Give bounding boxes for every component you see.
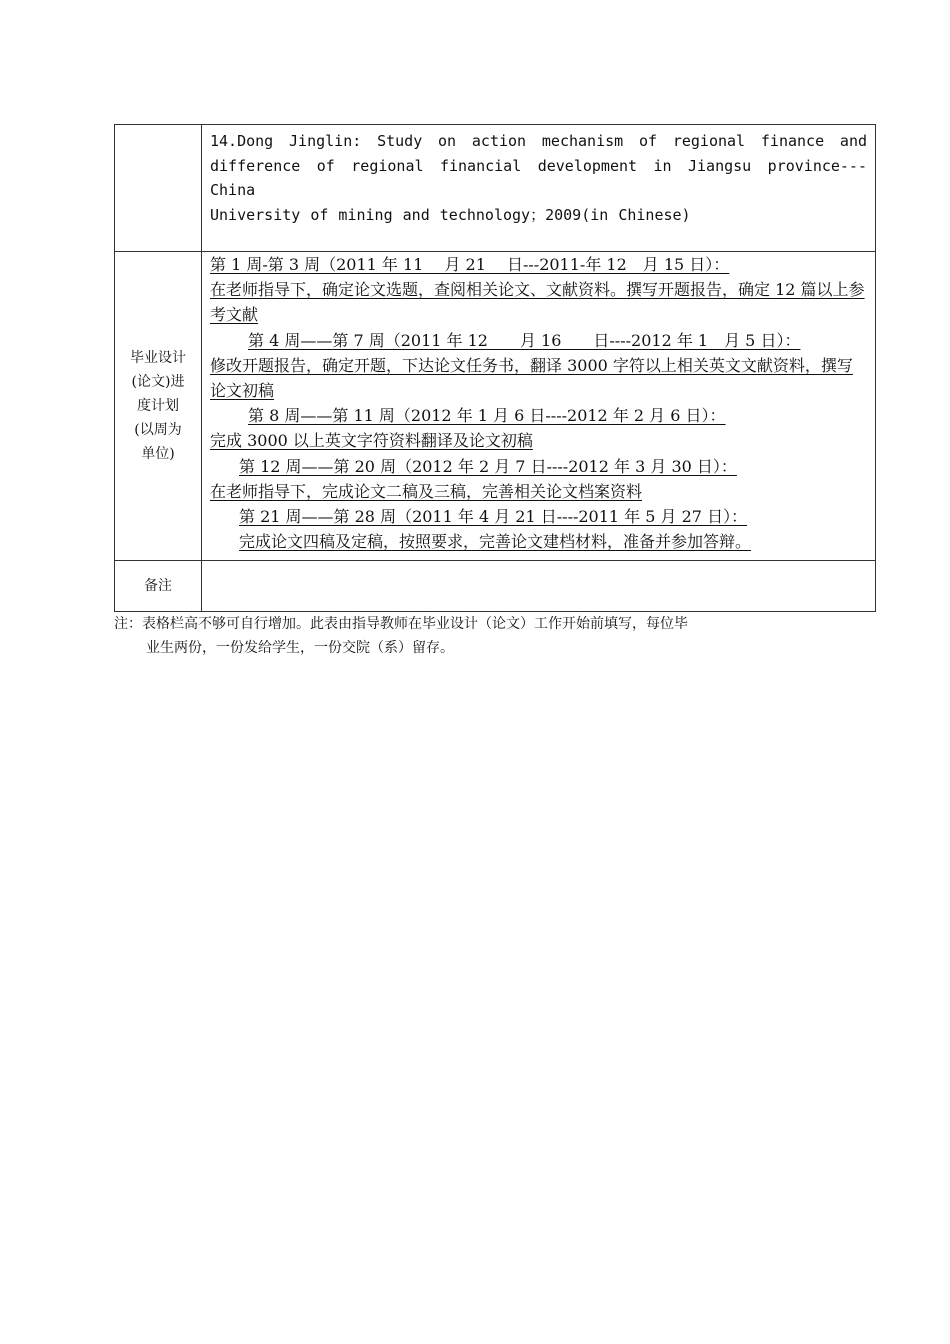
plan-period-heading: 第 21 周——第 28 周（2011 年 4 月 21 日----2011 年 5 月 27 日）： <box>239 507 748 527</box>
plan-label-line: (以周为 <box>134 422 182 438</box>
plan-label-line: (论文)进 <box>131 374 185 390</box>
plan-period-task: 完成 3000 以上英文字符资料翻译及论文初稿 <box>210 431 533 451</box>
footnote <box>114 612 688 660</box>
plan-period-task: 完成论文四稿及定稿，按照要求，完善论文建档材料，准备并参加答辩。 <box>239 532 752 552</box>
plan-label-line: 毕业设计 <box>130 350 186 366</box>
references-text <box>210 129 867 227</box>
references-cell <box>202 125 876 252</box>
progress-plan-label <box>115 252 202 561</box>
progress-plan-row <box>115 252 876 561</box>
references-row <box>115 125 876 252</box>
notes-row <box>115 561 876 612</box>
plan-period-task: 在老师指导下，确定论文选题，查阅相关论文、文献资料。撰写开题报告，确定 12 篇以上参考文献 <box>210 280 865 325</box>
plan-table-container <box>114 124 876 612</box>
plan-period-heading: 第 4 周——第 7 周（2011 年 12 月 16 日----2012 年 1 月 5 日）： <box>248 330 801 350</box>
plan-period-task: 在老师指导下，完成论文二稿及三稿，完善相关论文档案资料 <box>210 481 643 501</box>
reference-line: University of mining and technology；2009(in Chinese) <box>210 205 691 224</box>
plan-period-heading: 第 1 周-第 3 周（2011 年 11 月 21 日---2011-年 12 月 15 日）： <box>210 255 730 274</box>
plan-label-line: 度计划 <box>137 398 179 414</box>
thesis-plan-table <box>114 124 876 612</box>
footnote-line: 业生两份，一份发给学生，一份交院（系）留存。 <box>146 640 454 656</box>
plan-period-heading: 第 12 周——第 20 周（2012 年 2 月 7 日----2012 年 3 月 30 日）： <box>239 456 737 476</box>
reference-line: 14.Dong Jinglin: Study on action mechanism of regional finance and difference of regional financial development in Jiangsu province---China <box>210 132 867 199</box>
plan-period-task: 修改开题报告，确定开题，下达论文任务书，翻译 3000 字符以上相关英文文献资料，撰写论文初稿 <box>210 355 853 401</box>
plan-period-heading: 第 8 周——第 11 周（2012 年 1 月 6 日----2012 年 2 月 6 日）： <box>248 406 726 426</box>
notes-label: 备注 <box>115 561 202 612</box>
references-label-cell <box>115 125 202 252</box>
footnote-line: 注：表格栏高不够可自行增加。此表由指导教师在毕业设计（论文）工作开始前填写，每位毕 <box>114 616 688 632</box>
plan-label-line: 单位) <box>141 446 175 462</box>
notes-cell <box>202 561 876 612</box>
progress-plan-cell <box>202 252 876 561</box>
